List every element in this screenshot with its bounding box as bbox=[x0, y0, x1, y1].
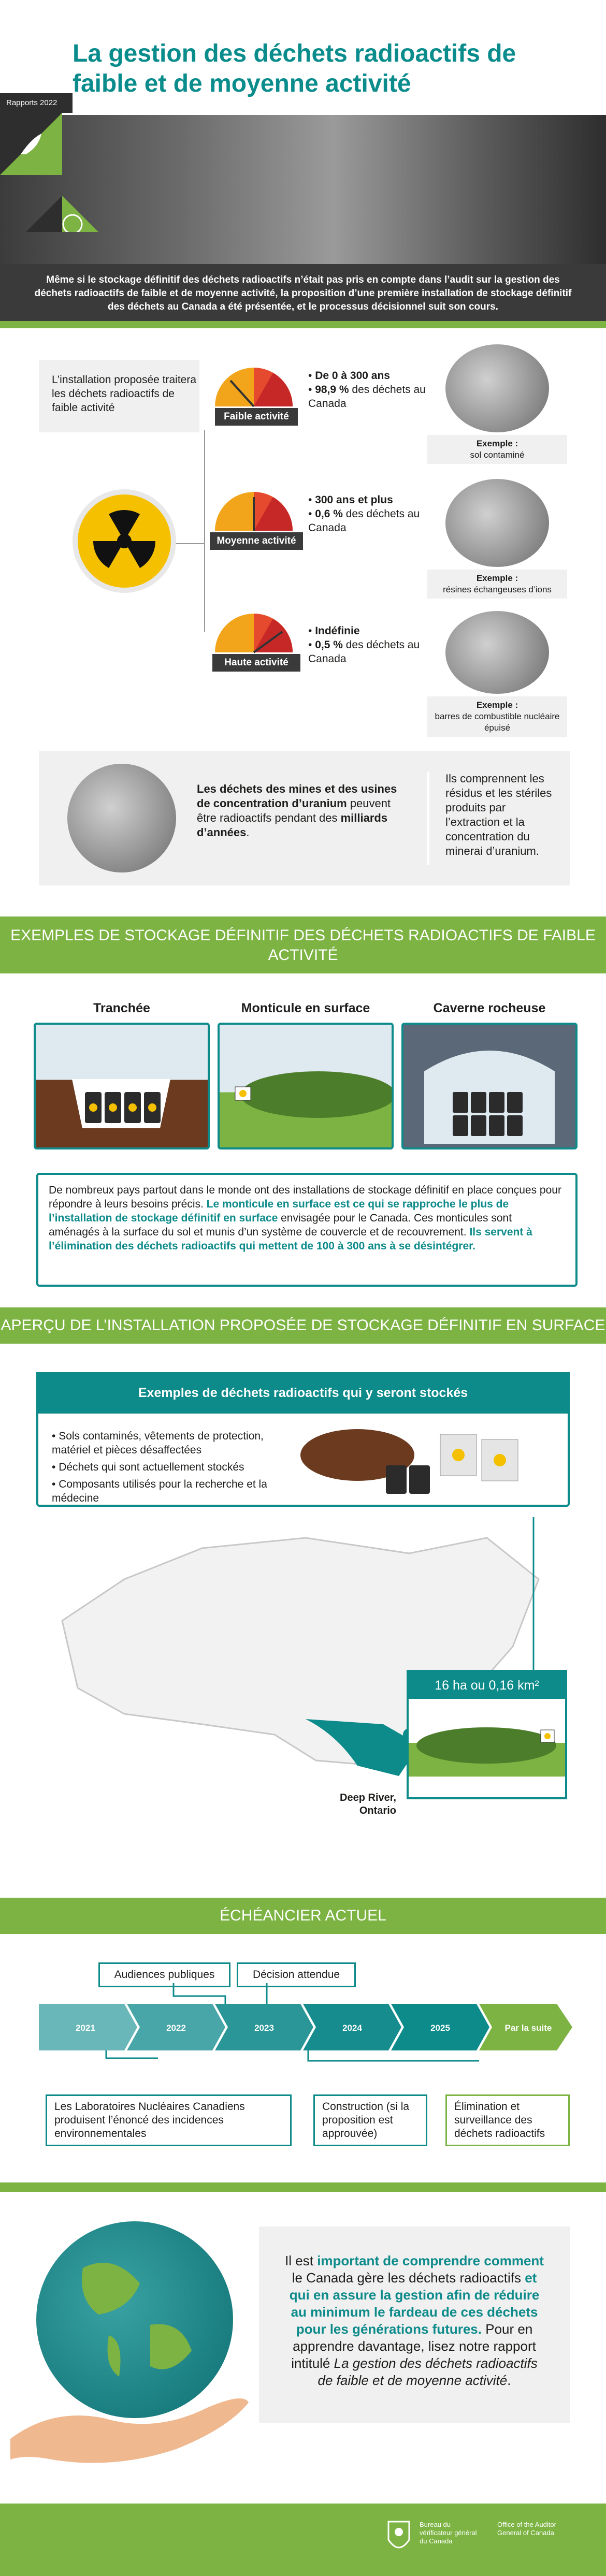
list-item: • Sols contaminés, vêtements de protection, matériel et pièces désaffectées bbox=[52, 1430, 264, 1456]
waste-illustration bbox=[290, 1419, 559, 1502]
milestone-hearings: Audiences publiques bbox=[98, 1962, 230, 1987]
report-tag: Rapports 2022 bbox=[0, 93, 73, 113]
mines-side: Ils comprennent les résidus et les stériles produits par l’extraction et la concentration du minerai d’uranium. bbox=[445, 772, 552, 857]
year-2023: 2023 bbox=[254, 2023, 274, 2033]
header-leaf-corner bbox=[0, 0, 73, 93]
example-high: Exemple : barres de combustible nucléaire épuisé bbox=[427, 696, 567, 737]
intro-text: Même si le stockage définitif des déchets radioactifs n’était pas pris en compte dans l’audit sur la gestion des déchets radioactifs de faible et de moyenne activité, la proposition d’une première installation de stockage définitif des déchets au Canada a été présentée, et le processus décisionnel suit son cours. bbox=[0, 264, 606, 321]
fuel-rods-photo bbox=[445, 611, 549, 694]
site-area: 16 ha ou 0,16 km² bbox=[409, 1672, 565, 1699]
resin-photo bbox=[445, 479, 549, 567]
mine-photo bbox=[67, 764, 176, 872]
type-cavern: Caverne rocheuse bbox=[433, 1001, 546, 1015]
milestone-eis: Les Laboratoires Nucléaires Canadiens produisent l’énoncé des incidences environnementales bbox=[46, 2094, 292, 2146]
level-medium-text: • 300 ans et plus • 0,6 % des déchets au Canada bbox=[308, 494, 420, 534]
header-icons bbox=[0, 113, 104, 232]
page-title: La gestion des déchets radioactifs de faible et de moyenne activité bbox=[73, 40, 516, 97]
milestone-disposal: Élimination et surveillance des déchets radioactifs bbox=[445, 2094, 570, 2146]
list-item: • Déchets qui sont actuellement stockés bbox=[52, 1461, 244, 1473]
level-high-text: • Indéfinie • 0,5 % des déchets au Canada bbox=[308, 625, 420, 665]
milestone-decision: Décision attendue bbox=[237, 1962, 356, 1987]
mines-divider bbox=[427, 772, 429, 865]
example-low: Exemple : sol contaminé bbox=[427, 435, 567, 464]
mines-text: Les déchets des mines et des usines de concentration d’uranium peuvent être radioactifs pendant des milliards d’années. bbox=[197, 782, 397, 839]
year-2025: 2025 bbox=[430, 2023, 450, 2033]
year-later: Par la suite bbox=[504, 2023, 552, 2033]
levels-intro: L’installation proposée traitera les déchets radioactifs de faible activité bbox=[52, 374, 197, 414]
type-trench: Tranchée bbox=[93, 1001, 150, 1015]
label-high: Haute activité bbox=[212, 654, 300, 672]
footer-fr: Bureau du vérificateur général du Canada bbox=[420, 2521, 477, 2545]
year-2021: 2021 bbox=[76, 2023, 95, 2033]
example-medium: Exemple : résines échangeuses d’ions bbox=[427, 570, 567, 599]
mound-illustration bbox=[218, 1023, 394, 1149]
divider-bar bbox=[0, 2182, 606, 2192]
footer bbox=[0, 2504, 606, 2576]
timeline-title: ÉCHÉANCIER ACTUEL bbox=[0, 1898, 606, 1934]
overview-box-title: Exemples de déchets radioactifs qui y seront stockés bbox=[36, 1372, 570, 1414]
trench-illustration bbox=[34, 1023, 210, 1149]
footer-en: Office of the Auditor General of Canada bbox=[497, 2521, 556, 2537]
location-label: Deep River, Ontario bbox=[340, 1792, 396, 1816]
label-medium: Moyenne activité bbox=[210, 532, 303, 550]
type-mound: Monticule en surface bbox=[241, 1001, 370, 1015]
label-low: Faible activité bbox=[215, 408, 298, 426]
radiation-symbol bbox=[73, 489, 176, 593]
cavern-illustration bbox=[401, 1023, 578, 1149]
examples-title: EXEMPLES DE STOCKAGE DÉFINITIF DES DÉCHETS RADIOACTIFS DE FAIBLE ACTIVITÉ bbox=[0, 916, 606, 973]
divider-bar bbox=[0, 321, 606, 328]
overview-title: APERÇU DE L’INSTALLATION PROPOSÉE DE STOCKAGE DÉFINITIF EN SURFACE bbox=[0, 1307, 606, 1344]
milestone-construction: Construction (si la proposition est approuvée) bbox=[313, 2094, 427, 2146]
timeline-arrows bbox=[39, 1983, 572, 2097]
hand-illustration bbox=[10, 2361, 249, 2465]
overview-bullets bbox=[52, 1429, 269, 1505]
examples-text: De nombreux pays partout dans le monde ont des installations de stockage définitif en place conçues pour répondre à leurs besoins précis. Le monticule en surface est ce qui se rapproche le plus de l’installation de stockage définitif en surface envisagée pour le Canada. Ces monticules sont aménagés à la surface du sol et munis d’un système de couvercle et de recouvrement. Ils servent à l’élimination des déchets radioactifs qui mettent de 100 à 300 ans à se désintégrer. bbox=[36, 1173, 578, 1287]
coat-of-arms-logo bbox=[383, 2516, 414, 2558]
site-box bbox=[407, 1670, 567, 1799]
list-item: • Composants utilisés pour la recherche et la médecine bbox=[52, 1478, 267, 1504]
year-2022: 2022 bbox=[166, 2023, 186, 2033]
contaminated-soil-photo bbox=[445, 344, 549, 432]
year-2024: 2024 bbox=[342, 2023, 362, 2033]
closing-text: Il est important de comprendre comment le Canada gère les déchets radioactifs et qui en assure la gestion afin de réduire au minimum le fardeau de ces déchets pour les générations futures. Pour en apprendre davantage, lisez notre rapport intitulé La gestion des déchets radioactifs de faible et de moyenne activité. bbox=[285, 2253, 544, 2388]
level-low-text: • De 0 à 300 ans • 98,9 % des déchets au Canada bbox=[308, 370, 426, 410]
